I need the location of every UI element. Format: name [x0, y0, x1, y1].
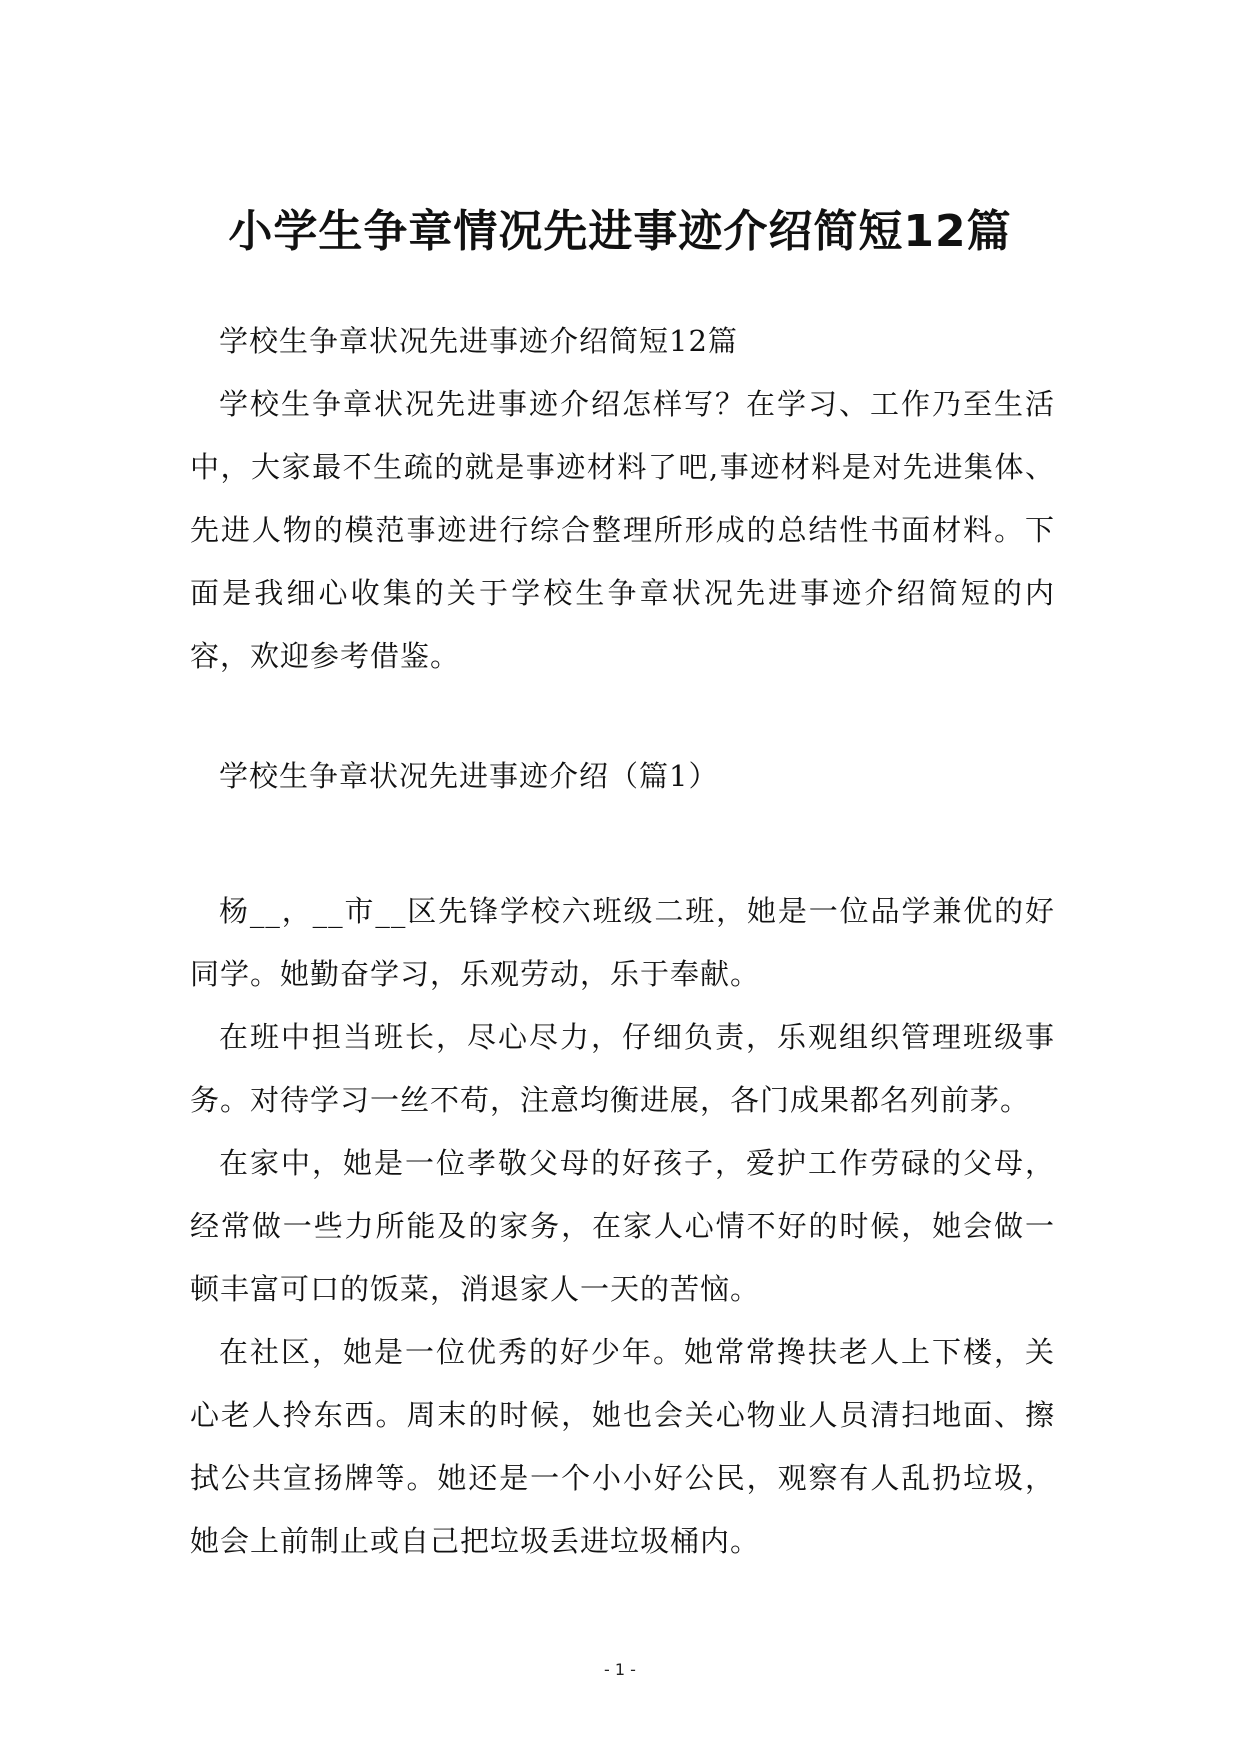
spacer — [190, 808, 1055, 880]
document-subtitle: 学校生争章状况先进事迹介绍简短12篇 — [219, 324, 738, 358]
section-heading: 学校生争章状况先进事迹介绍（篇1） — [219, 759, 719, 793]
spacer — [190, 688, 1055, 745]
page-number: - 1 - — [604, 1660, 636, 1679]
intro-paragraph: 学校生争章状况先进事迹介绍怎样写？在学习、工作乃至生活中，大家最不生疏的就是事迹材料了吧,事迹材料是对先进集体、先进人物的模范事迹进行综合整理所形成的总结性书面材料。下面是我细心收集的关于学校生争章状况先进事迹介绍简短的内容，欢迎参考借鉴。 — [190, 387, 1055, 673]
body-paragraph: 在社区，她是一位优秀的好少年。她常常搀扶老人上下楼，关心老人拎东西。周末的时候，她也会关心物业人员清扫地面、擦拭公共宣扬牌等。她还是一个小小好公民，观察有人乱扔垃圾，她会上前制止或自己把垃圾丢进垃圾桶内。 — [190, 1335, 1055, 1558]
body-paragraph: 杨__，__市__区先锋学校六班级二班，她是一位品学兼优的好同学。她勤奋学习，乐观劳动，乐于奉献。 — [190, 894, 1055, 991]
body-paragraph: 在家中，她是一位孝敬父母的好孩子，爱护工作劳碌的父母，经常做一些力所能及的家务，在家人心情不好的时候，她会做一顿丰富可口的饭菜，消退家人一天的苦恼。 — [190, 1146, 1055, 1306]
page-title: 小学生争章情况先进事迹介绍简短12篇 — [228, 206, 1012, 257]
document-body — [190, 310, 1055, 1573]
body-paragraph: 在班中担当班长，尽心尽力，仔细负责，乐观组织管理班级事务。对待学习一丝不苟，注意均衡进展，各门成果都名列前茅。 — [190, 1020, 1055, 1117]
